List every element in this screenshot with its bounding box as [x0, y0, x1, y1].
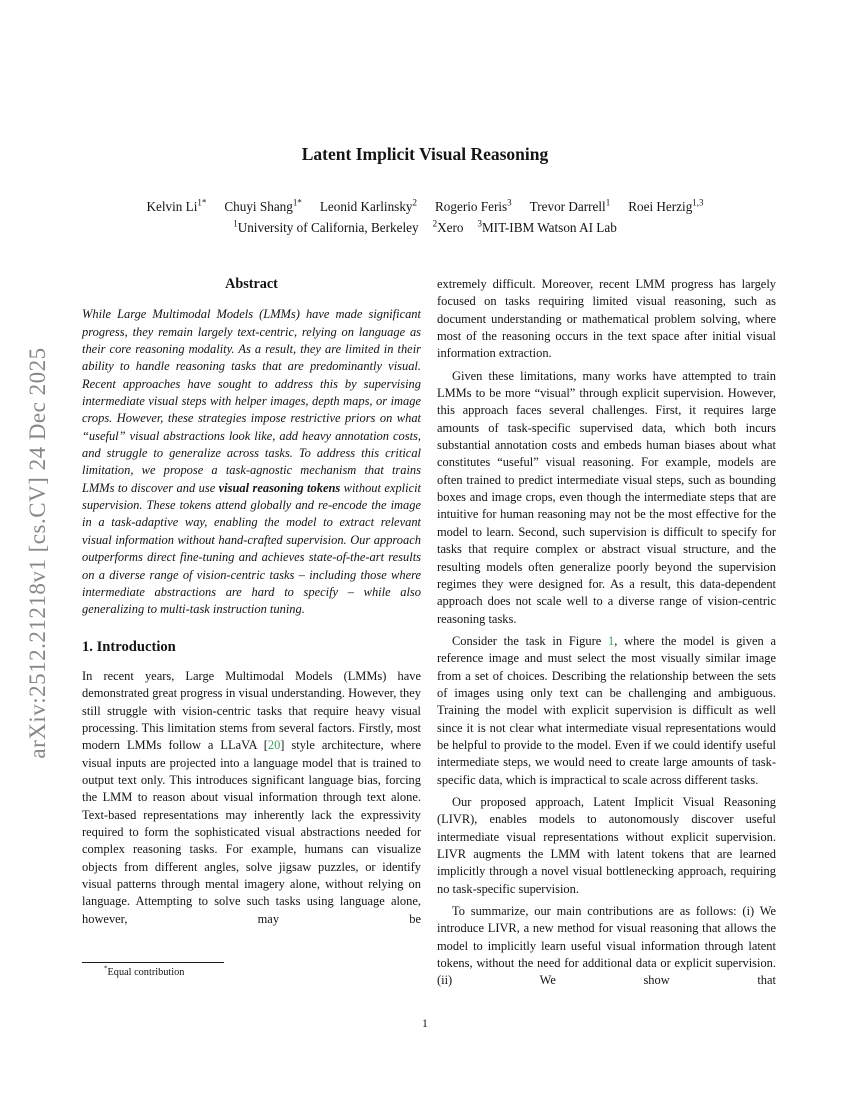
- footnote-text: *Equal contribution: [104, 964, 185, 978]
- affiliation-superscript: 2: [432, 218, 438, 229]
- author-superscript: 1: [605, 197, 611, 208]
- page-number: 1: [422, 1016, 428, 1030]
- author: Leonid Karlinsky$^2$: [319, 197, 417, 214]
- affiliation-superscript: 1: [233, 218, 238, 229]
- abstract-heading: Abstract: [225, 276, 278, 292]
- right-paragraph-5: To summarize, our main contributions are as follows: (i) We introduce LIVR, a new method for visual reasoning that allows the model to implicitly learn useful visual information through latent tokens, without the need for additional data or explicit supervision. (ii) We show that: [437, 904, 776, 988]
- right-column: [437, 276, 776, 995]
- citation-link-20[interactable]: 20: [267, 738, 281, 753]
- intro-text-2: ] style architecture, where visual inputs are projected into a language model that is trained to output text only. This introduces significant language bias, forcing the LMM to reason about visual information through text alone. Text-based representations may inherently lack the expressivity required to form the sophisticated visual abstractions needed for complex reasoning tasks. For example, humans can visualize objects from different angles, solve jigsaw puzzles, or identify visual patterns through mental imagery alone, without relying on language. Attempting to solve such tasks using language alone, however, may be: [82, 738, 421, 926]
- footnote-marker: *: [104, 964, 108, 973]
- author-superscript: 3: [507, 197, 512, 208]
- right-paragraph-1: extremely difficult. Moreover, recent LMM progress has largely focused on tasks requiring limited visual reasoning, such as document understanding or mathematical problem solving, where most of the reasoning occurs in the text space after initial visual information extraction.: [437, 277, 776, 361]
- author-superscript: 2: [412, 197, 417, 208]
- author: Trevor Darrell$^1$: [529, 197, 611, 214]
- abstract-paragraph: [82, 306, 421, 618]
- author-superscript: 1,3: [692, 197, 704, 208]
- footnote-rule: [82, 962, 224, 963]
- arxiv-watermark: arXiv:2512.21218v1 [cs.CV] 24 Dec 2025: [25, 347, 50, 759]
- right-paragraph-4: Our proposed approach, Latent Implicit Visual Reasoning (LIVR), enables models to autonomously discover useful intermediate visual representations without explicit supervision. LIVR augments the LMM with latent tokens that are learned implicitly through a novel visual bottlenecking approach, requiring no task-specific supervision.: [437, 794, 776, 896]
- abstract-text-1: While Large Multimodal Models (LMMs) have made significant progress, they remain largely text-centric, relying on language as their core reasoning modality. As a result, they are limited in their ability to handle reasoning tasks that are predominantly visual. Recent approaches have sought to address this by supervising intermediate visual steps with helper images, depth maps, or image crops. However, these strategies impose restrictive priors on what “useful” visual abstractions look like, add heavy annotation costs, and struggle to generalize across tasks. To address this critical limitation, we propose a task-agnostic mechanism that trains LMMs to discover and use: [82, 307, 421, 495]
- authors-line: [0, 199, 850, 215]
- intro-text-1: In recent years, Large Multimodal Models (LMMs) have demonstrated great progress in visual understanding. However, they still struggle with vision-centric tasks that require heavy visual processing. This limitation stems from several factors. Firstly, most modern LMMs follow a LLaVA [: [82, 668, 421, 753]
- affiliations-line: [0, 220, 850, 236]
- figure-1-reference-link[interactable]: 1: [608, 633, 615, 648]
- abstract-text-2: without explicit supervision. These tokens attend globally and re-encode the image in a task-adaptive way, enabling the model to extract relevant visual information without hand-crafted supervision. Our approach outperforms direct fine-tuning and achieves state-of-the-art results on a diverse range of vision-centric tasks – including those where intermediate abstractions are hard to specify – while also generalizing to multi-task instruction tuning.: [82, 480, 422, 617]
- affiliation: $^3$MIT-IBM Watson AI Lab: [477, 218, 617, 235]
- section-heading-introduction: 1. Introduction: [82, 638, 176, 655]
- paper-title: Latent Implicit Visual Reasoning: [301, 144, 549, 164]
- abstract-bold-phrase: visual reasoning tokens: [218, 480, 341, 495]
- affiliation-superscript: 3: [477, 218, 482, 229]
- author: Rogerio Feris$^3$: [435, 197, 512, 214]
- right-p3-text-1: Consider the task in Figure: [452, 633, 609, 648]
- footnote-block: [82, 962, 421, 978]
- author-superscript: 1*: [197, 197, 207, 208]
- right-paragraph-3: [437, 633, 776, 789]
- left-column: [82, 276, 421, 933]
- author: Kelvin $Li^{1*}$: [146, 197, 207, 214]
- author-superscript: 1*: [292, 197, 302, 208]
- author: Roei Herzig$^{1,3}$: [628, 197, 704, 214]
- affiliation: $^1$University of California, Berkeley: [233, 218, 419, 235]
- right-paragraph-2: Given these limitations, many works have attempted to train LMMs to be more “visual” through explicit supervision. However, this approach faces several challenges. First, it requires large amounts of task-specific supervised data, which both incurs substantial annotation costs and embeds human biases about what constitutes “useful” visual reasoning. For example, models are often trained to predict intermediate visual steps, such as bounding boxes and image crops, even though the intermediate steps that are intuitive for human reasoning may not be the most effective for the model to learn. Second, such supervision is difficult to specify for tasks that require complex or abstract visual structure, and the resulting models often generalize poorly beyond the supervision regimes they were designed for. As a result, this data-dependent approach does not scale well to a diverse range of vision-centric reasoning tasks.: [437, 368, 776, 626]
- affiliation: $^2$Xero: [432, 218, 464, 235]
- intro-paragraph-1: [82, 668, 421, 928]
- right-p3-text-2: , where the model is given a reference image and must select the most visually similar image from a set of choices. Describing the relationship between the sets of images using only text can be challenging and ambiguous. Training the model with explicit supervision is difficult as well since it is not clear what intermediate visual representations would be helpful to provide to the model. Even if we could identify useful intermediate steps, we would need to create large amounts of task-specific data, which is impractical to scale across different tasks.: [437, 633, 776, 787]
- author: Chuyi Shang$^{1*}$: [224, 197, 302, 214]
